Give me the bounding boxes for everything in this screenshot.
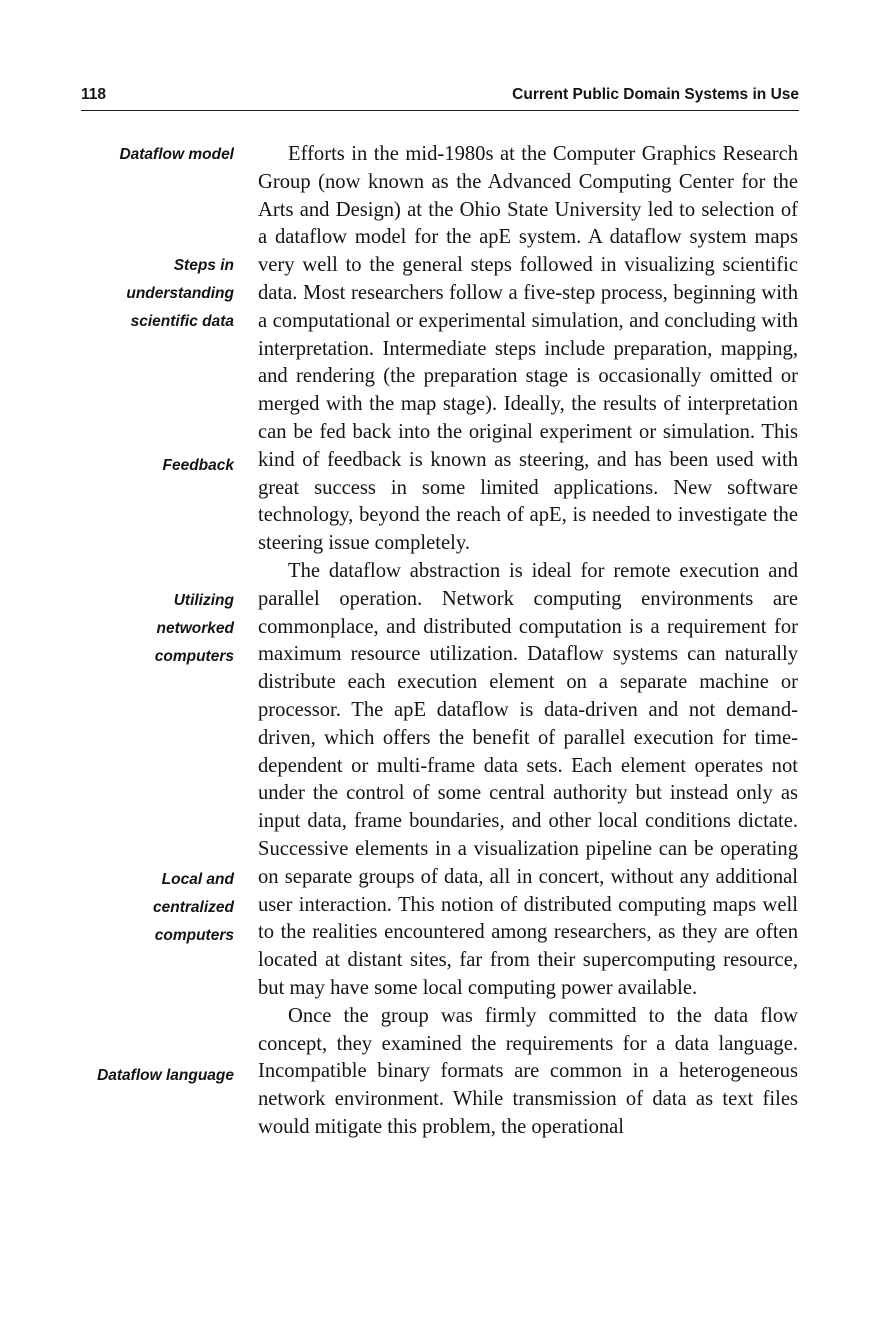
margin-note-feedback	[34, 452, 234, 480]
margin-note-line: understanding	[126, 284, 234, 302]
margin-note-line: computers	[154, 647, 234, 665]
running-head: Current Public Domain Systems in Use	[512, 86, 799, 103]
margin-note-local	[34, 866, 234, 949]
margin-note-line: Local and	[161, 871, 234, 888]
margin-note-line: computers	[154, 926, 234, 944]
margin-note-line: Dataflow language	[97, 1067, 234, 1084]
margin-note-line: Dataflow model	[119, 146, 234, 163]
header-rule	[81, 110, 799, 111]
margin-note-line: scientific data	[130, 312, 234, 330]
page-header	[81, 86, 799, 108]
margin-note-dataflow-model	[34, 141, 234, 169]
paragraph: Once the group was firmly committed to the data flow concept, they examined the requirements for a data language. Incompatible binary formats are common in a heterogeneous network environment. While transmission of data as text files would mitigate this problem, the operational	[258, 1004, 798, 1138]
body-text	[258, 141, 798, 1142]
margin-note-line: Feedback	[162, 457, 234, 474]
margin-note-utilizing	[34, 587, 234, 670]
paragraph: The dataflow abstraction is ideal for remote execution and parallel operation. Network computing environments are commonplace, and distributed computation is a requirement for maximum resource utilization. Dataflow systems can naturally distribute each execution element on a separate machine or processor. The apE dataflow is data-driven and not demand-driven, which offers the benefit of parallel execution for time-dependent or multi-frame data sets. Each element operates not under the control of some central authority but instead only as input data, frame boundaries, and other local conditions dictate. Successive elements in a visualization pipeline can be operating on separate groups of data, all in concert, without any additional user interaction. This notion of distributed computing maps well to the realities encountered among researchers, as they are often located at distant sites, far from their supercomputing resource, but may have some local computing power available.	[258, 559, 798, 999]
margin-note-line: networked	[156, 619, 234, 637]
margin-note-line: Utilizing	[173, 592, 234, 609]
margin-note-line: Steps in	[173, 257, 234, 274]
page-number: 118	[81, 86, 107, 103]
margin-note-dataflow-language	[34, 1062, 234, 1090]
margin-note-line: centralized	[153, 898, 234, 916]
paragraph: Efforts in the mid-1980s at the Computer Graphics Research Group (now known as the Advanced Computing Center for the Arts and Design) at the Ohio State University led to selection of a dataflow model for the apE system. A dataflow system maps very well to the general steps followed in visualizing scientific data. Most researchers follow a five-step process, beginning with a computational or experimental simulation, and concluding with interpretation. Intermediate steps include preparation, mapping, and rendering (the preparation stage is occasionally omitted or merged with the map stage). Ideally, the results of interpretation can be fed back into the original experiment or simulation. This kind of feedback is known as steering, and has been used with great success in some limited applications. New software technology, beyond the reach of apE, is needed to investigate the steering issue completely.	[258, 143, 798, 555]
margin-note-steps	[34, 252, 234, 335]
